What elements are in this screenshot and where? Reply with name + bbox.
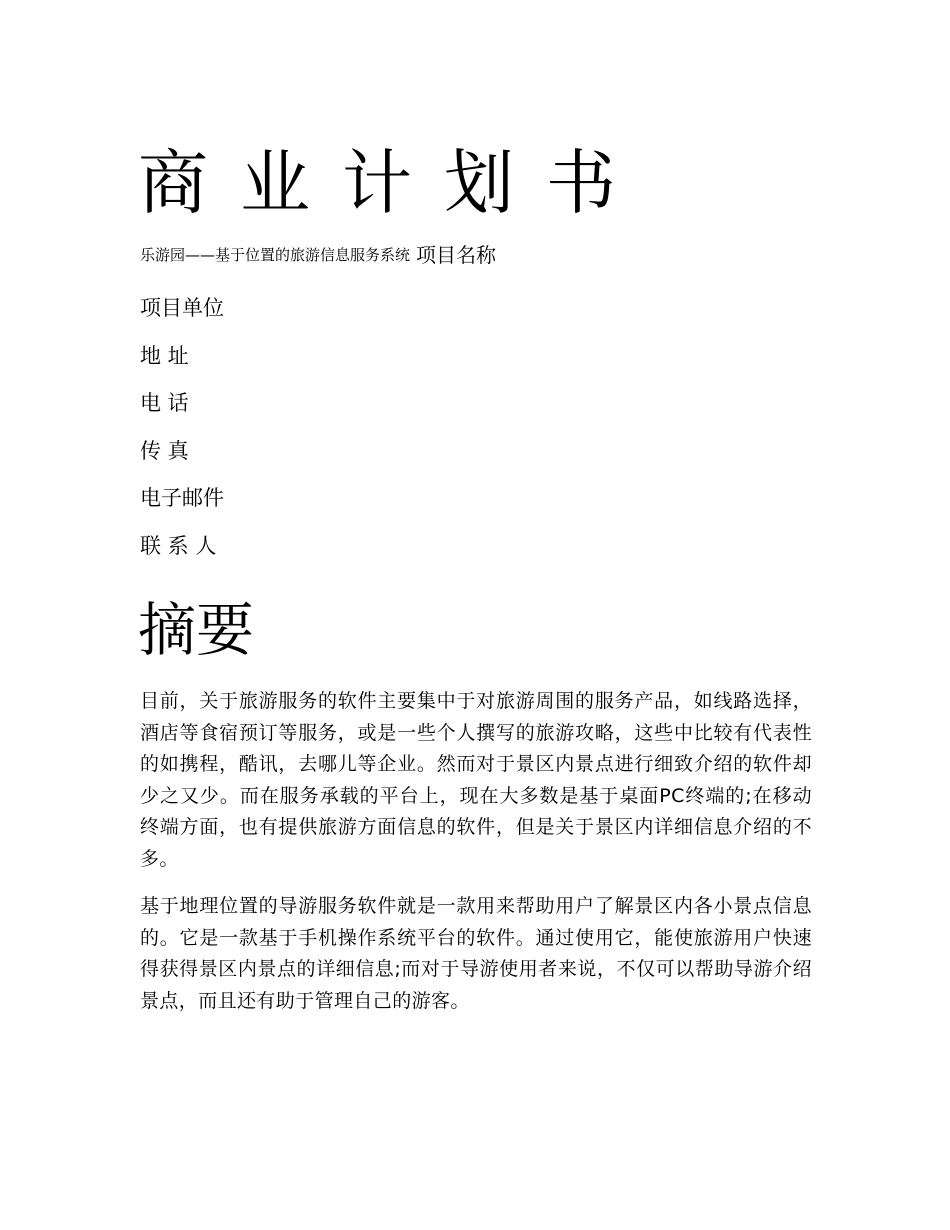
info-field-address: 地 址	[140, 343, 189, 368]
project-name-line	[140, 240, 496, 270]
info-field-fax: 传 真	[140, 438, 189, 463]
project-name-value: 乐游园——基于位置的旅游信息服务系统	[140, 246, 411, 264]
info-field-phone: 电 话	[140, 391, 189, 415]
document-title: 商业计划书	[138, 142, 648, 224]
info-field-email: 电子邮件	[140, 486, 224, 510]
project-name-label: 项目名称	[416, 243, 497, 267]
contact-info-list	[140, 285, 224, 570]
abstract-paragraph: 基于地理位置的导游服务软件就是一款用来帮助用户了解景区内各小景点信息的。它是一款基于手机操作系统平台的软件。通过使用它，能使旅游用户快速得获得景区内景点的详细信息;而对于导游使用者来说，不仅可以帮助导游介绍景点，而且还有助于管理自己的游客。	[140, 895, 812, 1012]
info-field-project-unit: 项目单位	[140, 296, 224, 320]
abstract-heading: 摘要	[138, 596, 255, 664]
abstract-paragraph: 目前，关于旅游服务的软件主要集中于对旅游周围的服务产品，如线路选择，酒店等食宿预订等服务，或是一些个人撰写的旅游攻略，这些中比较有代表性的如携程，酷讯，去哪儿等企业。然而对于景区内景点进行细致介绍的软件却少之又少。而在服务承载的平台上，现在大多数是基于桌面PC终端的;在移动终端方面，也有提供旅游方面信息的软件，但是关于景区内详细信息介绍的不多。	[140, 690, 812, 870]
info-field-contact: 联 系 人	[140, 533, 217, 558]
